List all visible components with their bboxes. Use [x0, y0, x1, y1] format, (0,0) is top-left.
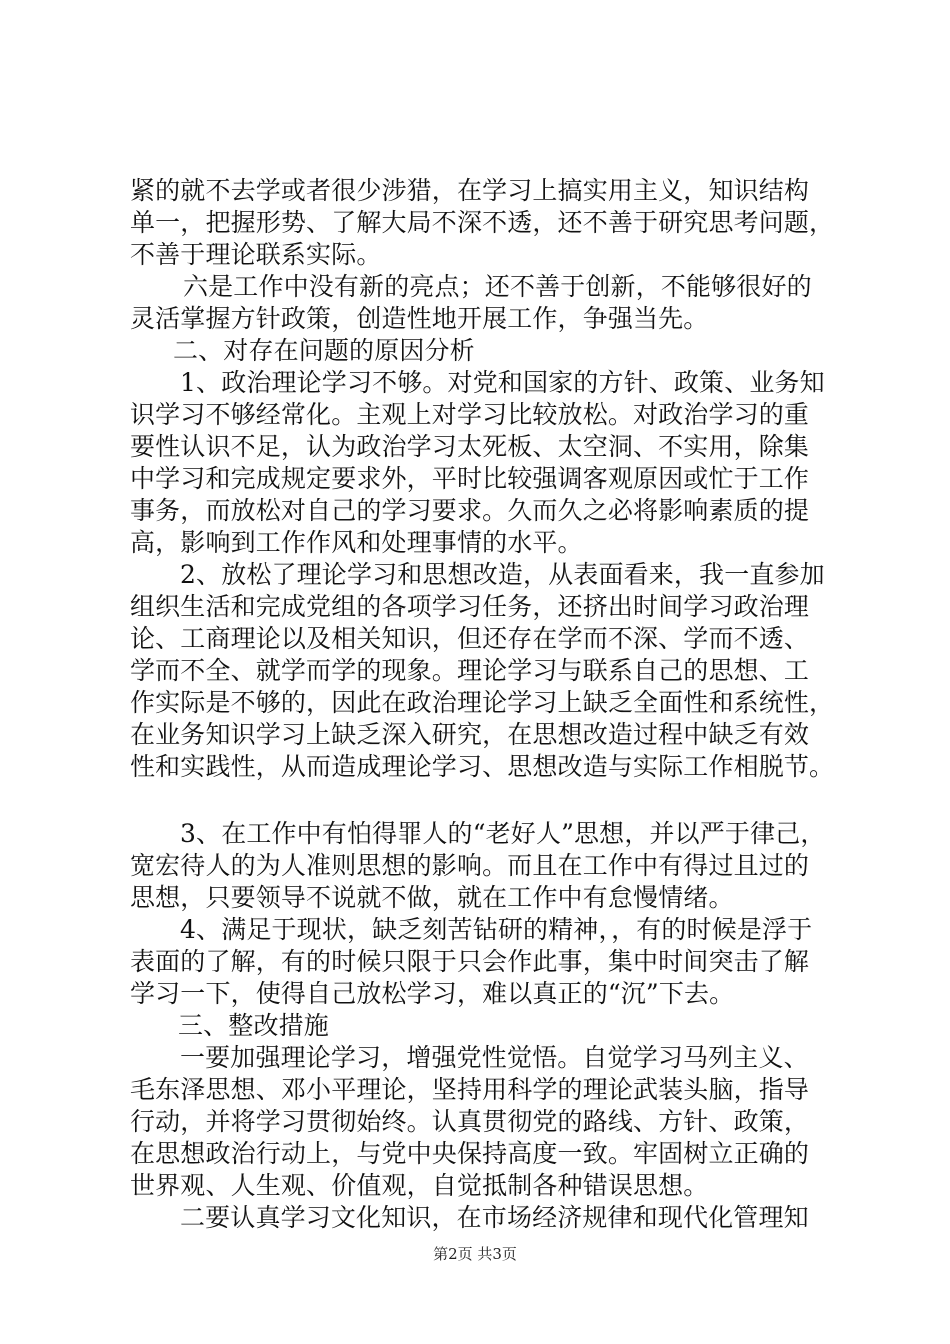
- text-line: 3、在工作中有怕得罪人的“老好人”思想，并以严于律己，: [180, 819, 826, 848]
- text-line: 论、工商理论以及相关知识，但还存在学而不深、学而不透、: [130, 624, 810, 653]
- text-line: 要性认识不足，认为政治学习太死板、太空洞、不实用，除集: [130, 432, 810, 461]
- text-line: 识学习不够经常化。主观上对学习比较放松。对政治学习的重: [130, 400, 810, 429]
- text-line: 表面的了解，有的时候只限于只会作此事，集中时间突击了解: [130, 947, 810, 976]
- text-line: 在思想政治行动上，与党中央保持高度一致。牢固树立正确的: [130, 1139, 810, 1168]
- text-line: 作实际是不够的，因此在政治理论学习上缺乏全面性和系统性，: [130, 688, 835, 717]
- text-line: 不善于理论联系实际。: [130, 240, 382, 269]
- text-line: 思想，只要领导不说就不做，就在工作中有怠慢情绪。: [130, 883, 734, 912]
- text-line: 单一，把握形势、了解大局不深不透，还不善于研究思考问题，: [130, 208, 835, 237]
- section-heading: 三、整改措施: [178, 1011, 329, 1040]
- text-line: 2、放松了理论学习和思想改造，从表面看来，我一直参加: [180, 560, 825, 589]
- text-line: 事务，而放松对自己的学习要求。久而久之必将影响素质的提: [130, 496, 810, 525]
- page-footer: 第2页 共3页: [433, 1245, 517, 1263]
- text-line: 学习一下，使得自己放松学习，难以真正的“沉”下去。: [130, 979, 735, 1008]
- text-line: 在业务知识学习上缺乏深入研究，在思想改造过程中缺乏有效: [130, 720, 810, 749]
- text-line: 性和实践性，从而造成理论学习、思想改造与实际工作相脱节。: [130, 752, 835, 781]
- text-line: 二要认真学习文化知识，在市场经济规律和现代化管理知: [180, 1203, 809, 1232]
- text-line: 六是工作中没有新的亮点；还不善于创新，不能够很好的: [183, 272, 812, 301]
- text-line: 宽宏待人的为人准则思想的影响。而且在工作中有得过且过的: [130, 851, 810, 880]
- text-line: 灵活掌握方针政策，创造性地开展工作，争强当先。: [130, 304, 709, 333]
- text-line: 中学习和完成规定要求外，平时比较强调客观原因或忙于工作: [130, 464, 810, 493]
- text-line: 1、政治理论学习不够。对党和国家的方针、政策、业务知: [180, 368, 825, 397]
- text-line: 行动，并将学习贯彻始终。认真贯彻党的路线、方针、政策，: [130, 1107, 810, 1136]
- text-line: 毛东泽思想、邓小平理论，坚持用科学的理论武装头脑，指导: [130, 1075, 810, 1104]
- text-line: 世界观、人生观、价值观，自觉抵制各种错误思想。: [130, 1171, 709, 1200]
- text-line: 高，影响到工作作风和处理事情的水平。: [130, 528, 583, 557]
- section-heading: 二、对存在问题的原因分析: [173, 336, 475, 365]
- text-line: 学而不全、就学而学的现象。理论学习与联系自己的思想、工: [130, 656, 810, 685]
- text-line: 组织生活和完成党组的各项学习任务，还挤出时间学习政治理: [130, 592, 810, 621]
- text-line: 紧的就不去学或者很少涉猎，在学习上搞实用主义，知识结构: [130, 176, 810, 205]
- text-line: 一要加强理论学习，增强党性觉悟。自觉学习马列主义、: [180, 1043, 809, 1072]
- text-line: 4、满足于现状，缺乏刻苦钻研的精神，，有的时候是浮于: [180, 915, 813, 944]
